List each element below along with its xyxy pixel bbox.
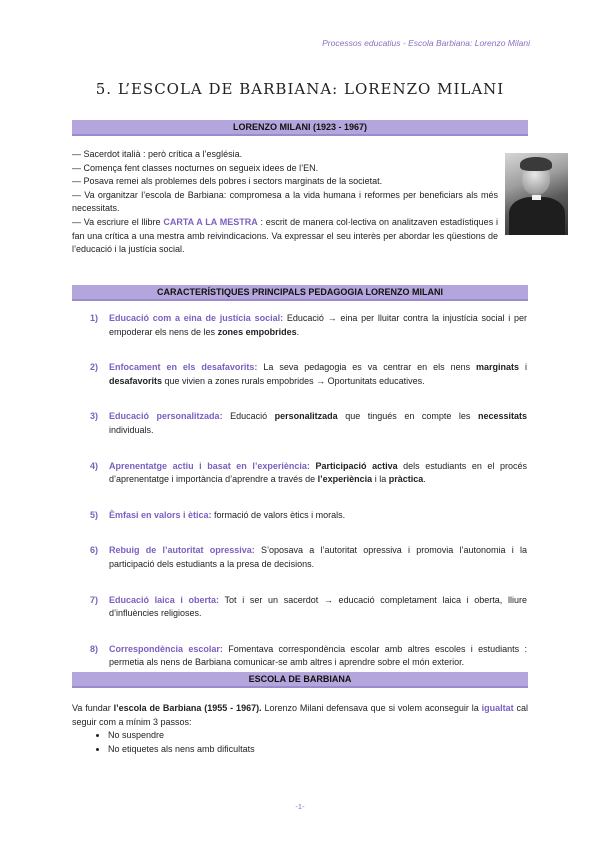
characteristics-list — [90, 312, 527, 670]
bio-line: — Posava remei als problemes dels pobres i sectors marginats de la societat. — [72, 176, 383, 187]
portrait-photo — [505, 153, 568, 235]
list-item: • No suspendre — [108, 729, 528, 743]
list-item: 7) Educació laica i oberta: Tot i ser un sacerdot → educació completament laica i oberta, lliure d’influències religioses. — [90, 594, 527, 619]
page-title: 5. L’ESCOLA DE BARBIANA: LORENZO MILANI — [95, 80, 505, 98]
section-heading-characteristics: CARACTERÍSTIQUES PRINCIPALS PEDAGOGIA LORENZO MILANI — [72, 285, 528, 301]
bio-line: — Va organitzar l’escola de Barbiana: compromesa a la vida humana i reformes per beneficiars als més necessitats. — [72, 189, 498, 214]
section-heading-barbiana: ESCOLA DE BARBIANA — [72, 672, 528, 688]
highlight-equality: igualtat — [481, 703, 514, 713]
book-title: CARTA A LA MESTRA — [163, 216, 258, 227]
bio-line: — Sacerdot italià : però crítica a l’església. — [72, 149, 243, 159]
page-number: -1- — [295, 802, 305, 811]
running-header: Processos educatius - Escola Barbiana: Lorenzo Milani — [322, 38, 530, 48]
bio-text — [72, 148, 498, 257]
list-item: 2) Enfocament en els desafavorits: La seva pedagogia es va centrar en els nens marginats i desafavorits que vivien a zones rurals empobrides → Oportunitats educatives. — [90, 362, 528, 386]
section-heading-milani: LORENZO MILANI (1923 - 1967) — [72, 120, 528, 136]
bio-line: — Va escriure el llibre CARTA A LA MESTRA : escrit de manera col·lectiva on analitzaven estadístiques i fan una crítica a una mestra amb reivindicacions. Va expressar el seu interès per abordar les qüestions de l’educació i la justícia social. — [72, 216, 498, 255]
list-item: 5) Èmfasi en valors i ètica: formació de valors ètics i morals. — [90, 509, 346, 520]
bio-line: — Comença fent classes nocturnes on segueix idees de l’EN. — [72, 162, 319, 173]
list-item: 3) Educació personalitzada: Educació personalitzada que tingués en compte les necessitats individuals. — [90, 411, 527, 435]
list-item: 8) Correspondència escolar: Fomentava correspondència escolar amb altres escoles i estudiants : permetia als nens de Barbiana comunicar-se amb altres i aprendre sobre el món exterior. — [90, 643, 527, 668]
list-item: • No etiquetes als nens amb dificultats — [108, 743, 528, 757]
barbiana-paragraph: Va fundar l’escola de Barbiana (1955 - 1967). Lorenzo Milani defensava que si volem aconseguir la igualtat cal seguir com a mínim 3 passos: — [72, 703, 529, 727]
barbiana-steps — [72, 729, 528, 756]
list-item: 1) Educació com a eina de justícia social: Educació → eina per lluitar contra la injustícia social i per empoderar els nens de les zones empobrides. — [90, 313, 527, 337]
list-item: 4) Aprenentatge actiu i basat en l’experiència: Participació activa dels estudiants en el procés d’aprenentatge i importància d’aprendre a través de l’experiència i la pràctica. — [90, 460, 527, 485]
barbiana-text — [72, 702, 528, 756]
list-item: 6) Rebuig de l’autoritat opressiva: S’oposava a l’autoritat opressiva i promovia l’autonomia i la participació dels estudiants a la presa de decisions. — [90, 545, 528, 569]
